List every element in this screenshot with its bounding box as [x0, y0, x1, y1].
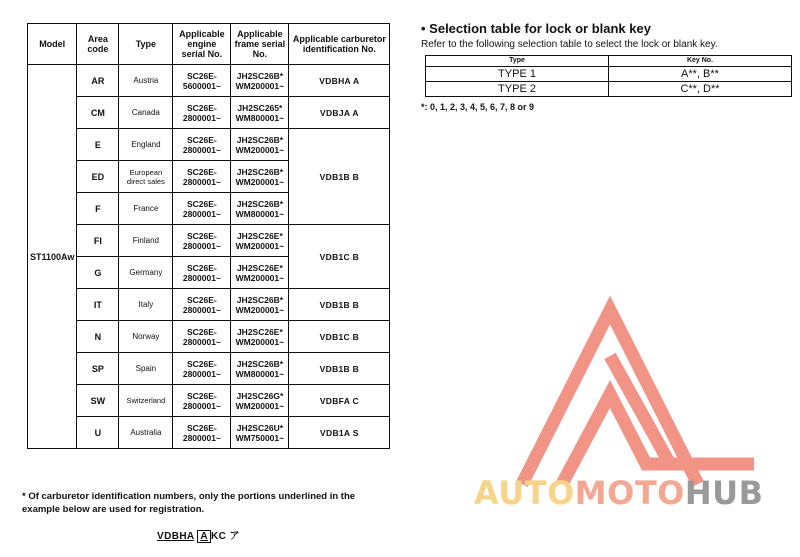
watermark-auto: AUTO [474, 474, 575, 512]
table-row [28, 97, 390, 129]
frame-number: WM750001~ [235, 432, 285, 443]
engine-number: 2800001~ [182, 336, 221, 347]
carburetor-id-cell: VDBJA A [289, 97, 390, 129]
header-key-type: Type [426, 56, 609, 67]
header-area-code: Area code [77, 24, 119, 65]
engine-prefix: SC26E- [186, 294, 217, 305]
frame-number: WM200001~ [235, 304, 285, 315]
frame-number: WM200001~ [235, 336, 285, 347]
area-code-cell: IT [77, 289, 119, 321]
key-table-header-row [426, 56, 792, 67]
registration-footnote: * Of carburetor identification numbers, only the portions underlined in the example below are used for registration. [22, 491, 356, 515]
frame-serial-cell [231, 257, 289, 289]
engine-serial-cell [173, 257, 231, 289]
frame-serial-cell [231, 289, 289, 321]
area-code-cell: G [77, 257, 119, 289]
frame-number: WM200001~ [235, 176, 285, 187]
engine-prefix: SC26E- [186, 134, 217, 145]
frame-serial-cell [231, 417, 289, 449]
frame-number: WM200001~ [235, 80, 285, 91]
frame-prefix: JH2SC26B* [236, 198, 284, 209]
type-cell: France [119, 193, 173, 225]
area-code-cell: N [77, 321, 119, 353]
table-row [28, 65, 390, 97]
selection-subtitle: Refer to the following selection table to select the lock or blank key. [421, 39, 718, 50]
frame-prefix: JH2SC26E* [236, 230, 283, 241]
header-model: Model [28, 24, 77, 65]
carburetor-id-cell: VDBHA A [289, 65, 390, 97]
frame-number: WM200001~ [235, 144, 285, 155]
engine-prefix: SC26E- [186, 326, 217, 337]
engine-prefix: SC26E- [186, 198, 217, 209]
engine-serial-cell [173, 129, 231, 161]
engine-serial-cell [173, 225, 231, 257]
engine-prefix: SC26E- [186, 166, 217, 177]
type-cell: Spain [119, 353, 173, 385]
engine-number: 2800001~ [182, 240, 221, 251]
frame-number: WM800001~ [235, 208, 285, 219]
frame-number: WM200001~ [235, 240, 285, 251]
key-type-cell: TYPE 2 [426, 82, 609, 97]
frame-prefix: JH2SC26E* [236, 326, 283, 337]
frame-serial-cell [231, 225, 289, 257]
carburetor-id-cell: VDB1B B [289, 289, 390, 321]
type-cell: Austria [119, 65, 173, 97]
frame-prefix: JH2SC26B* [236, 166, 284, 177]
engine-number: 2800001~ [182, 112, 221, 123]
type-cell: Australia [119, 417, 173, 449]
engine-serial-cell [173, 417, 231, 449]
engine-serial-cell [173, 161, 231, 193]
frame-serial-cell [231, 97, 289, 129]
frame-serial-cell [231, 385, 289, 417]
type-cell: European direct sales [119, 161, 173, 193]
engine-prefix: SC26E- [186, 262, 217, 273]
engine-prefix: SC26E- [186, 70, 217, 81]
frame-prefix: JH2SC265* [237, 102, 283, 113]
watermark-text [474, 476, 764, 510]
area-code-cell: F [77, 193, 119, 225]
frame-serial-cell [231, 353, 289, 385]
engine-serial-cell [173, 289, 231, 321]
frame-serial-cell [231, 129, 289, 161]
key-number-cell: A**, B** [609, 67, 792, 82]
frame-prefix: JH2SC26U* [236, 422, 284, 433]
engine-serial-cell [173, 65, 231, 97]
area-code-cell: SW [77, 385, 119, 417]
area-code-cell: U [77, 417, 119, 449]
frame-number: WM800001~ [235, 368, 285, 379]
engine-serial-cell [173, 193, 231, 225]
engine-serial-cell [173, 97, 231, 129]
carburetor-id-cell: VDB1C B [289, 225, 390, 289]
frame-prefix: JH2SC26B* [236, 70, 284, 81]
carburetor-id-cell: VDB1A S [289, 417, 390, 449]
example-rest: KC ア [211, 531, 240, 542]
key-type-cell: TYPE 1 [426, 67, 609, 82]
engine-number: 2800001~ [182, 304, 221, 315]
frame-prefix: JH2SC26B* [236, 294, 284, 305]
table-row [28, 385, 390, 417]
engine-number: 2800001~ [182, 432, 221, 443]
table-row [28, 225, 390, 257]
header-frame-serial: Applicable frame serial No. [231, 24, 289, 65]
watermark-hub: HUB [684, 474, 764, 512]
selection-title: • Selection table for lock or blank key [421, 21, 651, 36]
frame-prefix: JH2SC26E* [236, 262, 283, 273]
type-cell: Finland [119, 225, 173, 257]
carburetor-table [27, 23, 390, 449]
area-code-cell: ED [77, 161, 119, 193]
engine-prefix: SC26E- [186, 230, 217, 241]
table-row [426, 67, 792, 82]
engine-prefix: SC26E- [186, 422, 217, 433]
area-code-cell: FI [77, 225, 119, 257]
example-underlined-part: VDBHA [157, 531, 195, 542]
carburetor-id-cell: VDB1B B [289, 129, 390, 225]
table-row [28, 417, 390, 449]
key-number-cell: C**, D** [609, 82, 792, 97]
table-row [28, 289, 390, 321]
table-header-row [28, 24, 390, 65]
engine-serial-cell [173, 385, 231, 417]
table-row [28, 129, 390, 161]
frame-number: WM200001~ [235, 400, 285, 411]
frame-serial-cell [231, 193, 289, 225]
carburetor-id-cell: VDB1B B [289, 353, 390, 385]
header-carburetor-id: Applicable carburetor identification No. [289, 24, 390, 65]
key-selection-table [425, 55, 792, 97]
frame-prefix: JH2SC26B* [236, 358, 284, 369]
header-type: Type [119, 24, 173, 65]
header-engine-serial: Applicable engine serial No. [173, 24, 231, 65]
type-cell: Italy [119, 289, 173, 321]
engine-prefix: SC26E- [186, 390, 217, 401]
table-row [426, 82, 792, 97]
engine-serial-cell [173, 353, 231, 385]
engine-number: 2800001~ [182, 400, 221, 411]
frame-serial-cell [231, 65, 289, 97]
table-row [28, 321, 390, 353]
engine-prefix: SC26E- [186, 358, 217, 369]
type-cell: Norway [119, 321, 173, 353]
area-code-cell: E [77, 129, 119, 161]
frame-serial-cell [231, 321, 289, 353]
frame-prefix: JH2SC26G* [236, 390, 284, 401]
area-code-cell: SP [77, 353, 119, 385]
model-cell: ST1100Aw [28, 65, 77, 449]
watermark-moto: MOTO [574, 474, 685, 512]
watermark-logo-icon [510, 296, 760, 491]
engine-number: 2800001~ [182, 208, 221, 219]
engine-number: 2800001~ [182, 144, 221, 155]
frame-prefix: JH2SC26B* [236, 134, 284, 145]
area-code-cell: AR [77, 65, 119, 97]
frame-number: WM200001~ [235, 272, 285, 283]
carburetor-id-example [157, 527, 240, 543]
example-boxed-letter: A [197, 530, 211, 543]
frame-serial-cell [231, 161, 289, 193]
carburetor-id-cell: VDBFA C [289, 385, 390, 417]
area-code-cell: CM [77, 97, 119, 129]
engine-number: 2800001~ [182, 368, 221, 379]
key-wildcard-note: *: 0, 1, 2, 3, 4, 5, 6, 7, 8 or 9 [421, 102, 535, 112]
header-key-no: Key No. [609, 56, 792, 67]
engine-prefix: SC26E- [186, 102, 217, 113]
engine-serial-cell [173, 321, 231, 353]
type-cell: Switzerland [119, 385, 173, 417]
table-row [28, 353, 390, 385]
engine-number: 2800001~ [182, 176, 221, 187]
carburetor-id-cell: VDB1C B [289, 321, 390, 353]
engine-number: 5600001~ [182, 80, 221, 91]
type-cell: Germany [119, 257, 173, 289]
frame-number: WM800001~ [235, 112, 285, 123]
type-cell: England [119, 129, 173, 161]
type-cell: Canada [119, 97, 173, 129]
engine-number: 2800001~ [182, 272, 221, 283]
